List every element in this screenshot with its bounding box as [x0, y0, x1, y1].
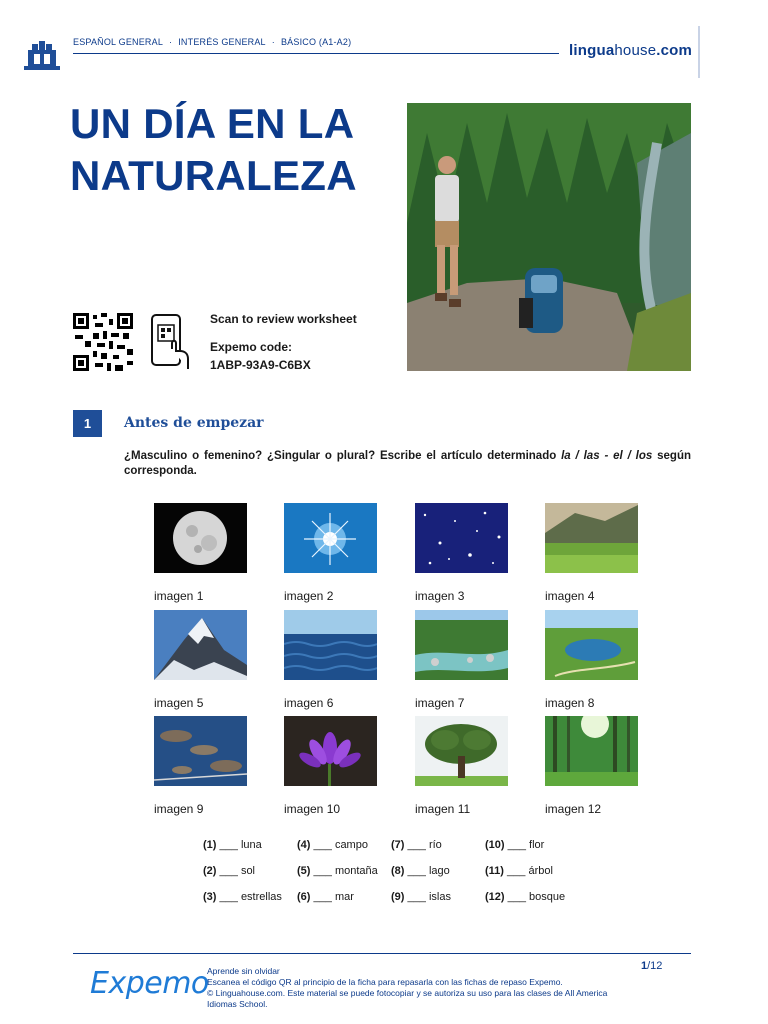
field-image — [545, 503, 638, 573]
header-divider — [73, 53, 559, 54]
answer-item[interactable]: (9) ___ islas — [391, 891, 451, 903]
footer-tagline: Aprende sin olvidar — [207, 966, 280, 976]
grid-item — [545, 716, 638, 816]
sea-image — [284, 610, 377, 680]
answer-item[interactable]: (6) ___ mar — [297, 891, 354, 903]
grid-item — [284, 503, 377, 603]
brand-logo: linguahouse.com — [569, 42, 693, 59]
section-number-badge: 1 — [73, 410, 102, 437]
image-label: imagen 1 — [154, 589, 204, 603]
image-label: imagen 10 — [284, 802, 341, 816]
image-label: imagen 12 — [545, 802, 602, 816]
phone-scan-icon — [150, 313, 192, 371]
answer-item[interactable]: (5) ___ montaña — [297, 865, 378, 877]
grid-item — [154, 610, 247, 710]
breadcrumb-item: ESPAÑOL GENERAL — [73, 37, 164, 47]
grid-item — [415, 610, 508, 710]
image-label: imagen 4 — [545, 589, 595, 603]
image-label: imagen 6 — [284, 696, 334, 710]
sun-image — [284, 503, 377, 573]
footer-divider — [73, 953, 691, 954]
lake-image — [545, 610, 638, 680]
forest-image — [545, 716, 638, 786]
page-title: UN DÍA EN LA NATURALEZA — [70, 100, 357, 199]
breadcrumb-item: INTERÉS GENERAL — [178, 37, 266, 47]
grid-item — [545, 610, 638, 710]
grid-item — [284, 610, 377, 710]
expemo-code-label: Expemo code: — [210, 340, 293, 354]
grid-item — [415, 503, 508, 603]
image-label: imagen 9 — [154, 802, 204, 816]
footer-text — [207, 966, 637, 1010]
moon-image — [154, 503, 247, 573]
brand-divider — [698, 26, 700, 78]
islands-image — [154, 716, 247, 786]
hero-photo-hiker — [407, 103, 691, 371]
school-crest-icon — [24, 40, 60, 72]
image-label: imagen 5 — [154, 696, 204, 710]
qr-code-icon[interactable] — [73, 313, 133, 371]
footer-copyright: © Linguahouse.com. Este material se puede fotocopiar y se autoriza su uso para las clases de All America Idiomas School. — [207, 988, 608, 1009]
answer-item[interactable]: (8) ___ lago — [391, 865, 450, 877]
section-title: Antes de empezar — [124, 415, 264, 431]
grid-item — [154, 716, 247, 816]
answer-item[interactable]: (7) ___ río — [391, 839, 442, 851]
mountain-image — [154, 610, 247, 680]
tree-image — [415, 716, 508, 786]
flower-image — [284, 716, 377, 786]
image-label: imagen 11 — [415, 802, 471, 816]
stars-image — [415, 503, 508, 573]
image-label: imagen 2 — [284, 589, 334, 603]
answer-item[interactable]: (3) ___ estrellas — [203, 891, 282, 903]
breadcrumb: ESPAÑOL GENERAL · INTERÉS GENERAL · BÁSICO (A1-A2) — [73, 37, 352, 47]
expemo-code-value: 1ABP-93A9-C6BX — [210, 358, 311, 372]
answer-item[interactable]: (11) ___ árbol — [485, 865, 553, 877]
breadcrumb-item: BÁSICO (A1-A2) — [280, 37, 352, 47]
answer-item[interactable]: (2) ___ sol — [203, 865, 255, 877]
footer-instructions: Escanea el código QR al principio de la ficha para repasarla con las fichas de repaso Expemo. — [207, 977, 563, 987]
river-image — [415, 610, 508, 680]
expemo-logo: Expemo — [90, 966, 209, 1001]
grid-item — [284, 716, 377, 816]
answer-item[interactable]: (1) ___ luna — [203, 839, 262, 851]
image-label: imagen 8 — [545, 696, 595, 710]
answer-item[interactable]: (10) ___ flor — [485, 839, 545, 851]
exercise-instructions: ¿Masculino o femenino? ¿Singular o plural? Escribe el artículo determinado la / las - el / los según corresponda. — [124, 450, 692, 477]
scan-instruction: Scan to review worksheet — [210, 312, 357, 326]
grid-item — [545, 503, 638, 603]
grid-item — [154, 503, 247, 603]
answer-item[interactable]: (4) ___ campo — [297, 839, 368, 851]
image-label: imagen 7 — [415, 696, 465, 710]
answer-item[interactable]: (12) ___ bosque — [485, 891, 566, 903]
image-label: imagen 3 — [415, 589, 465, 603]
grid-item — [415, 716, 508, 816]
page-number: 1/12 — [641, 960, 663, 972]
